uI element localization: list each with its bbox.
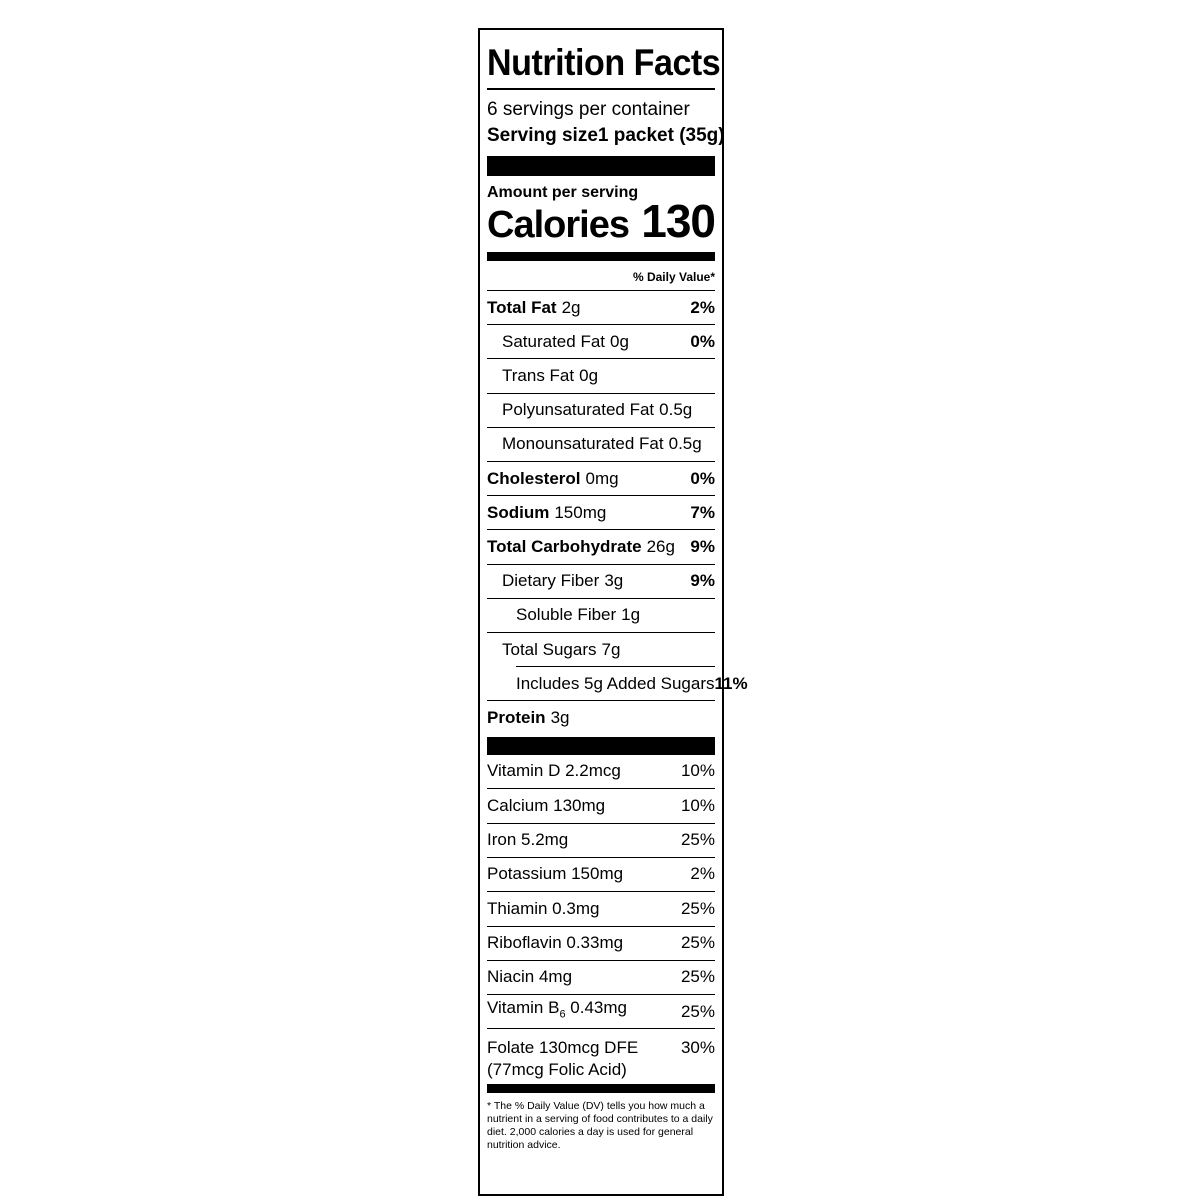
vitamin-label: [487, 966, 572, 988]
nutrient-name: Dietary Fiber: [502, 571, 600, 591]
vitamin-label: [487, 932, 623, 954]
thick-divider-2: [487, 737, 715, 755]
nutrient-label: [487, 400, 692, 420]
vitamin-label: [487, 898, 599, 920]
nutrient-name: Includes 5g Added Sugars: [516, 673, 715, 693]
vitamin-daily-value: 2%: [690, 864, 715, 884]
vitamin-daily-value: 10%: [680, 795, 715, 815]
nutrient-label: [487, 503, 606, 523]
thick-divider: [487, 156, 715, 176]
serving-size-value: 1 packet (35g): [597, 125, 725, 146]
vitamin-name: Vitamin D 2.2mcg: [487, 761, 621, 780]
nutrient-name: Monounsaturated Fat: [502, 434, 664, 454]
nutrient-row: [487, 495, 715, 529]
medium-divider: [487, 252, 715, 261]
vitamin-label: [487, 760, 621, 782]
nutrient-row: [487, 324, 715, 358]
vitamin-daily-value: 25%: [680, 967, 715, 987]
nutrient-row: [487, 564, 715, 598]
nutrient-row: [487, 598, 715, 632]
nutrient-name: Total Fat: [487, 297, 557, 317]
nutrient-label: [487, 298, 581, 318]
label-title: Nutrition Facts: [487, 42, 721, 83]
nutrient-amount: 3g: [604, 571, 624, 591]
vitamin-name: Thiamin 0.3mg: [487, 898, 600, 918]
nutrient-daily-value: 11%: [714, 673, 748, 693]
nutrient-daily-value: 9%: [690, 571, 715, 591]
vitamin-daily-value: 25%: [680, 830, 715, 850]
nutrient-name: Sodium: [487, 502, 550, 522]
serving-size-label: Serving size: [487, 125, 598, 146]
nutrient-label: [487, 434, 702, 454]
nutrient-daily-value: 0%: [690, 468, 715, 488]
footnote: * The % Daily Value (DV) tells you how much a nutrient in a serving of food contributes to a daily diet. 2,000 calories a day is used for general nutrition advice.: [487, 1100, 713, 1151]
vitamin-row: [487, 891, 715, 925]
nutrient-row: [516, 666, 748, 700]
nutrient-amount: 0.5g: [659, 400, 693, 420]
nutrient-name: Cholesterol: [487, 468, 581, 488]
nutrient-row: [487, 632, 715, 666]
vitamin-row: [487, 754, 715, 788]
vitamin-row: [487, 1028, 715, 1080]
bottom-divider: [487, 1084, 715, 1093]
vitamin-amount: 0.43mg: [565, 998, 628, 1018]
calories-value: 130: [641, 195, 715, 247]
divider: [487, 88, 715, 90]
nutrient-label: [487, 605, 640, 625]
vitamin-daily-value: 30%: [680, 1038, 715, 1058]
nutrient-label: [516, 674, 714, 694]
vitamin-row: [487, 960, 715, 994]
nutrient-name: Total Sugars: [502, 639, 597, 659]
nutrition-facts-label: [478, 28, 748, 1196]
vitamin-label: [487, 863, 623, 885]
vitamin-row: [487, 823, 715, 857]
nutrient-amount: 150mg: [554, 502, 607, 522]
nutrient-amount: 0g: [610, 331, 629, 351]
nutrient-amount: 3g: [550, 707, 570, 727]
vitamin-label: [487, 829, 568, 851]
nutrient-name: Saturated Fat: [502, 331, 606, 351]
vitamin-label: [487, 1037, 638, 1081]
servings-per-container: 6 servings per container: [487, 99, 690, 120]
nutrient-label: [487, 366, 598, 386]
nutrient-label: [487, 332, 629, 352]
vitamin-row: [487, 857, 715, 891]
vitamin-label: [487, 997, 627, 1025]
nutrient-daily-value: 0%: [690, 331, 715, 351]
vitamin-daily-value: 10%: [680, 761, 715, 780]
vitamin-row: [487, 994, 715, 1028]
vitamin-name: Calcium 130mg: [487, 795, 606, 815]
nutrient-daily-value: 7%: [690, 502, 715, 522]
vitamin-row: [487, 926, 715, 960]
nutrient-name: Total Carbohydrate: [487, 536, 642, 556]
calories-label: Calories: [487, 204, 629, 246]
nutrient-row: [487, 700, 715, 734]
nutrient-row: [487, 393, 715, 427]
nutrient-amount: 0g: [579, 365, 599, 385]
calories-row: [487, 195, 715, 247]
vitamin-daily-value: 25%: [680, 898, 715, 918]
nutrient-label: [487, 708, 569, 728]
vitamin-subscript: 6: [559, 1008, 566, 1021]
vitamin-name: Potassium 150mg: [487, 864, 624, 884]
nutrient-name: Protein: [487, 707, 546, 727]
nutrient-amount: 7g: [601, 639, 621, 659]
nutrient-daily-value: 2%: [690, 297, 715, 317]
nutrient-name: Trans Fat: [502, 365, 575, 385]
nutrient-name: Polyunsaturated Fat: [502, 400, 655, 420]
vitamin-daily-value: 25%: [680, 933, 715, 952]
nutrient-row: [487, 529, 715, 563]
nutrient-amount: 0.5g: [668, 434, 702, 454]
nutrient-label: [487, 469, 619, 489]
vitamin-name: Folate 130mcg DFE: [487, 1038, 639, 1058]
nutrient-row: [487, 461, 715, 495]
vitamin-name: Vitamin B: [487, 998, 560, 1018]
amount-per-serving: Amount per serving: [487, 184, 639, 201]
vitamin-row: [487, 788, 715, 822]
nutrient-row: [487, 427, 715, 461]
serving-size-row: [487, 125, 725, 146]
nutrient-amount: 2g: [561, 297, 581, 317]
nutrient-row: [487, 290, 715, 324]
nutrient-amount: 1g: [621, 605, 641, 625]
vitamin-daily-value: 25%: [680, 1001, 715, 1021]
nutrient-label: [487, 537, 675, 557]
nutrient-name: Soluble Fiber: [516, 605, 617, 625]
nutrient-label: [487, 640, 620, 660]
nutrient-label: [487, 571, 623, 591]
nutrient-row: [487, 358, 715, 392]
vitamin-label: [487, 795, 605, 817]
daily-value-header: % Daily Value*: [632, 270, 715, 284]
vitamin-name: Iron 5.2mg: [487, 830, 569, 850]
nutrient-amount: 26g: [646, 536, 675, 556]
vitamin-name: Riboflavin 0.33mg: [487, 933, 624, 952]
vitamin-name-line2: (77mcg Folic Acid): [487, 1060, 627, 1080]
nutrient-daily-value: 9%: [690, 536, 715, 556]
nutrient-amount: 0mg: [585, 468, 619, 488]
vitamin-name: Niacin 4mg: [487, 967, 573, 987]
